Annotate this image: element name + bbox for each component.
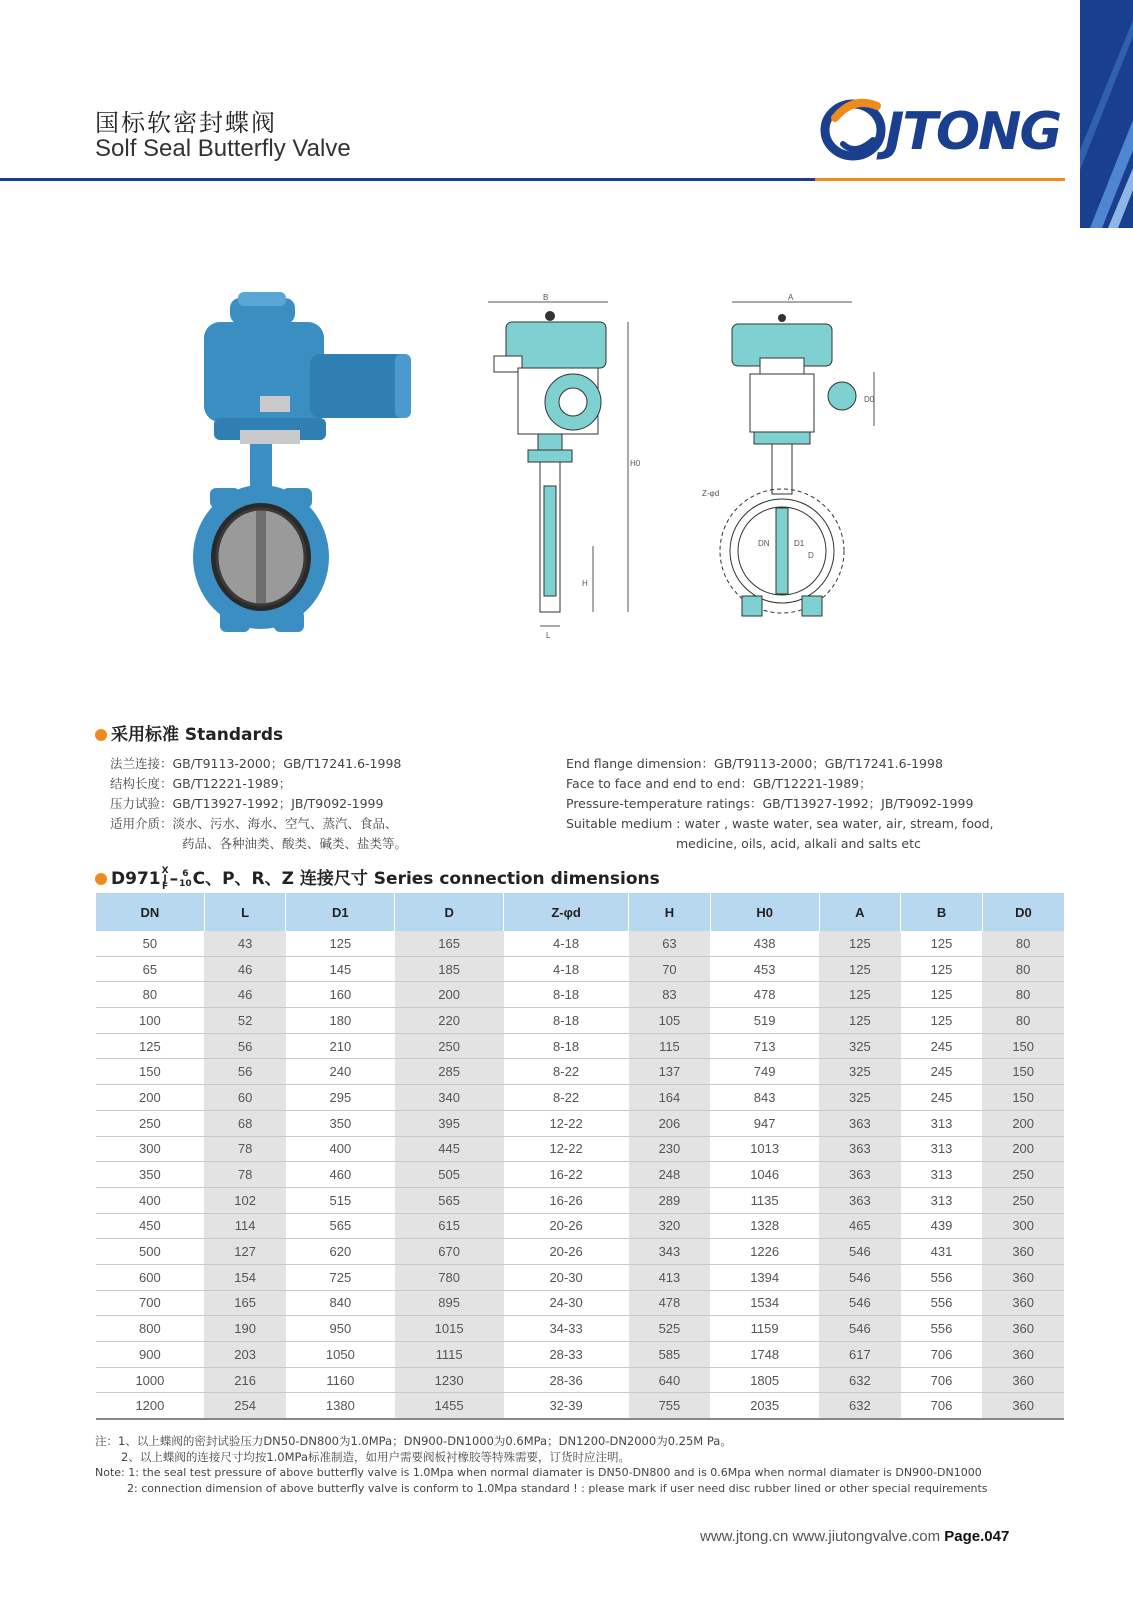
table-cell: 1226 <box>710 1239 819 1265</box>
table-cell: 154 <box>204 1264 286 1290</box>
table-cell: 230 <box>629 1136 711 1162</box>
table-cell: 325 <box>819 1033 901 1059</box>
table-cell: 200 <box>982 1136 1064 1162</box>
table-cell: 125 <box>819 982 901 1008</box>
table-row <box>96 1367 1065 1393</box>
series-dash: – <box>169 869 179 889</box>
table-cell: 65 <box>96 956 205 982</box>
table-cell: 102 <box>204 1187 286 1213</box>
table-cell: 34-33 <box>504 1316 629 1342</box>
table-cell: 250 <box>982 1187 1064 1213</box>
table-cell: 585 <box>629 1342 711 1368</box>
table-cell: 114 <box>204 1213 286 1239</box>
brand-logo <box>815 88 1065 170</box>
table-cell: 100 <box>96 1008 205 1034</box>
table-cell: 445 <box>395 1136 504 1162</box>
table-cell: 700 <box>96 1290 205 1316</box>
table-cell: 1534 <box>710 1290 819 1316</box>
bullet-dot-icon <box>95 873 107 885</box>
table-cell: 56 <box>204 1033 286 1059</box>
table-cell: 20-30 <box>504 1264 629 1290</box>
table-cell: 150 <box>982 1085 1064 1111</box>
note-cn-2: 2、以上蝶阀的连接尺寸均按1.0MPa标准制造，如用户需要阀板衬橡胶等特殊需要，订货时应注明。 <box>121 1450 630 1464</box>
table-cell: 160 <box>286 982 395 1008</box>
note-cn-1: 注：1、以上蝶阀的密封试验压力DN50-DN800为1.0MPa；DN900-DN1000为0.6MPa；DN1200-DN2000为0.25M Pa。 <box>95 1434 732 1448</box>
table-cell: 80 <box>982 1008 1064 1034</box>
table-cell: 2035 <box>710 1393 819 1419</box>
table-cell: 617 <box>819 1342 901 1368</box>
table-cell: 640 <box>629 1367 711 1393</box>
series-sup: X <box>161 866 169 876</box>
table-row <box>96 982 1065 1008</box>
table-cell: 200 <box>395 982 504 1008</box>
table-cell: 200 <box>96 1085 205 1111</box>
standard-cn-line: 药品、各种油类、酸类、碱类、盐类等。 <box>182 836 408 851</box>
table-cell: 78 <box>204 1162 286 1188</box>
table-cell: 254 <box>204 1393 286 1419</box>
corner-decoration <box>1080 0 1133 228</box>
table-row <box>96 1059 1065 1085</box>
table-cell: 360 <box>982 1342 1064 1368</box>
dim-label-dn: DN <box>758 539 770 548</box>
table-body <box>96 931 1065 1419</box>
table-cell: 313 <box>901 1136 983 1162</box>
table-cell: 125 <box>901 1008 983 1034</box>
table-cell: 1160 <box>286 1367 395 1393</box>
table-cell: 164 <box>629 1085 711 1111</box>
dim-label-z: Z-φd <box>702 489 720 498</box>
table-cell: 32-39 <box>504 1393 629 1419</box>
table-cell: 46 <box>204 982 286 1008</box>
column-header: D0 <box>982 893 1064 931</box>
valve-photo <box>190 292 430 652</box>
standard-cn-line: 结构长度：GB/T12221-1989； <box>110 776 292 791</box>
table-row <box>96 1033 1065 1059</box>
table-cell: 615 <box>395 1213 504 1239</box>
table-cell: 1394 <box>710 1264 819 1290</box>
table-cell: 245 <box>901 1059 983 1085</box>
table-cell: 248 <box>629 1162 711 1188</box>
standards-heading-cn: 采用标准 <box>111 725 179 745</box>
table-cell: 78 <box>204 1136 286 1162</box>
table-cell: 1159 <box>710 1316 819 1342</box>
column-header: D1 <box>286 893 395 931</box>
dim-label-d1: D1 <box>794 539 805 548</box>
table-cell: 80 <box>982 956 1064 982</box>
table-cell: 28-33 <box>504 1342 629 1368</box>
table-cell: 478 <box>629 1290 711 1316</box>
table-cell: 250 <box>982 1162 1064 1188</box>
dimensions-table <box>95 893 1064 1420</box>
standard-cn-line: 适用介质：淡水、污水、海水、空气、蒸汽、食品、 <box>110 816 398 831</box>
footer <box>700 1528 1009 1545</box>
table-cell: 43 <box>204 931 286 956</box>
table-cell: 556 <box>901 1264 983 1290</box>
table-cell: 125 <box>901 931 983 956</box>
table-cell: 125 <box>901 956 983 982</box>
table-row <box>96 1085 1065 1111</box>
table-row <box>96 1239 1065 1265</box>
table-cell: 125 <box>819 956 901 982</box>
header-rule-orange <box>815 178 1065 181</box>
table-cell: 800 <box>96 1316 205 1342</box>
series-heading <box>95 864 660 891</box>
table-cell: 115 <box>629 1033 711 1059</box>
series-sub: F <box>162 882 169 892</box>
table-cell: 180 <box>286 1008 395 1034</box>
series-model: D971 <box>111 869 161 889</box>
table-cell: 46 <box>204 956 286 982</box>
table-cell: 1805 <box>710 1367 819 1393</box>
column-header: Z-φd <box>504 893 629 931</box>
table-cell: 632 <box>819 1367 901 1393</box>
note-en-2: 2: connection dimension of above butterfly valve is conform to 1.0Mpa standard ! : please mark if user need disc rubber lined or other special requirements <box>127 1482 988 1495</box>
table-cell: 706 <box>901 1367 983 1393</box>
bullet-dot-icon <box>95 729 107 741</box>
table-cell: 300 <box>96 1136 205 1162</box>
dim-label-h: H <box>582 579 588 588</box>
table-cell: 250 <box>395 1033 504 1059</box>
table-cell: 216 <box>204 1367 286 1393</box>
table-cell: 313 <box>901 1187 983 1213</box>
table-cell: 565 <box>286 1213 395 1239</box>
table-cell: 295 <box>286 1085 395 1111</box>
table-cell: 519 <box>710 1008 819 1034</box>
table-cell: 438 <box>710 931 819 956</box>
dim-label-a: A <box>788 293 794 302</box>
table-cell: 360 <box>982 1290 1064 1316</box>
column-header: L <box>204 893 286 931</box>
table-cell: 16-26 <box>504 1187 629 1213</box>
table-cell: 360 <box>982 1239 1064 1265</box>
series-title-cn: C、P、R、Z 连接尺寸 <box>192 869 368 889</box>
table-cell: 8-18 <box>504 1033 629 1059</box>
table-cell: 12-22 <box>504 1136 629 1162</box>
table-cell: 556 <box>901 1316 983 1342</box>
table-row <box>96 1162 1065 1188</box>
table-cell: 947 <box>710 1110 819 1136</box>
table-cell: 150 <box>96 1059 205 1085</box>
table-cell: 900 <box>96 1342 205 1368</box>
standard-cn-line: 压力试验：GB/T13927-1992；JB/T9092-1999 <box>110 796 384 811</box>
table-cell: 350 <box>286 1110 395 1136</box>
table-cell: 350 <box>96 1162 205 1188</box>
table-cell: 210 <box>286 1033 395 1059</box>
table-cell: 1046 <box>710 1162 819 1188</box>
table-cell: 670 <box>395 1239 504 1265</box>
table-cell: 8-22 <box>504 1085 629 1111</box>
dim-label-d0: D0 <box>864 395 875 404</box>
table-cell: 1230 <box>395 1367 504 1393</box>
dim-label-b: B <box>543 293 549 302</box>
table-cell: 313 <box>901 1162 983 1188</box>
table-cell: 632 <box>819 1393 901 1419</box>
standard-en-line: Pressure-temperature ratings：GB/T13927-1992；JB/T9092-1999 <box>566 796 974 811</box>
table-cell: 28-36 <box>504 1367 629 1393</box>
side-view-drawing <box>478 293 648 641</box>
table-cell: 4-18 <box>504 956 629 982</box>
table-cell: 431 <box>901 1239 983 1265</box>
table-cell: 313 <box>901 1110 983 1136</box>
table-row <box>96 931 1065 956</box>
table-cell: 525 <box>629 1316 711 1342</box>
table-cell: 150 <box>982 1033 1064 1059</box>
table-cell: 150 <box>982 1059 1064 1085</box>
standards-heading-en: Standards <box>184 725 284 745</box>
standard-en-line: Suitable medium : water , waste water, sea water, air, stream, food, <box>566 816 994 831</box>
table-cell: 725 <box>286 1264 395 1290</box>
table-cell: 363 <box>819 1187 901 1213</box>
table-cell: 125 <box>286 931 395 956</box>
table-cell: 565 <box>395 1187 504 1213</box>
table-cell: 203 <box>204 1342 286 1368</box>
table-cell: 206 <box>629 1110 711 1136</box>
table-cell: 620 <box>286 1239 395 1265</box>
table-cell: 1050 <box>286 1342 395 1368</box>
column-header: H0 <box>710 893 819 931</box>
table-row <box>96 1316 1065 1342</box>
table-cell: 780 <box>395 1264 504 1290</box>
column-header: D <box>395 893 504 931</box>
header-rule-blue <box>0 178 815 181</box>
table-cell: 343 <box>629 1239 711 1265</box>
column-header: H <box>629 893 711 931</box>
table-cell: 285 <box>395 1059 504 1085</box>
table-cell: 165 <box>395 931 504 956</box>
table-cell: 1115 <box>395 1342 504 1368</box>
footer-websites: www.jtong.cn www.jiutongvalve.com <box>700 1528 941 1545</box>
table-cell: 289 <box>629 1187 711 1213</box>
table-row <box>96 1393 1065 1419</box>
table-cell: 190 <box>204 1316 286 1342</box>
standards-heading <box>95 720 283 745</box>
table-cell: 52 <box>204 1008 286 1034</box>
notes-block <box>95 1433 988 1497</box>
table-row <box>96 1187 1065 1213</box>
standards-cn-list <box>110 754 407 854</box>
table-cell: 240 <box>286 1059 395 1085</box>
table-cell: 50 <box>96 931 205 956</box>
table-cell: 895 <box>395 1290 504 1316</box>
standards-en-list <box>566 754 994 854</box>
table-cell: 245 <box>901 1085 983 1111</box>
table-cell: 125 <box>901 982 983 1008</box>
series-sub: J <box>163 874 167 884</box>
table-cell: 460 <box>286 1162 395 1188</box>
table-cell: 360 <box>982 1316 1064 1342</box>
table-cell: 12-22 <box>504 1110 629 1136</box>
table-cell: 713 <box>710 1033 819 1059</box>
table-cell: 185 <box>395 956 504 982</box>
dim-label-l: L <box>546 631 551 640</box>
standard-cn-line: 法兰连接：GB/T9113-2000；GB/T17241.6-1998 <box>110 756 402 771</box>
table-cell: 363 <box>819 1162 901 1188</box>
table-cell: 320 <box>629 1213 711 1239</box>
table-cell: 400 <box>286 1136 395 1162</box>
table-cell: 1135 <box>710 1187 819 1213</box>
table-cell: 4-18 <box>504 931 629 956</box>
page-number: Page.047 <box>944 1528 1010 1545</box>
table-cell: 1748 <box>710 1342 819 1368</box>
table-cell: 450 <box>96 1213 205 1239</box>
series-sup: 6 <box>182 869 189 879</box>
dim-label-d: D <box>808 551 814 560</box>
table-cell: 546 <box>819 1264 901 1290</box>
table-row <box>96 1290 1065 1316</box>
table-cell: 165 <box>204 1290 286 1316</box>
table-cell: 24-30 <box>504 1290 629 1316</box>
logo-text: JTONG <box>885 102 1061 162</box>
series-sub: 10 <box>179 879 192 889</box>
table-cell: 505 <box>395 1162 504 1188</box>
table-row <box>96 956 1065 982</box>
table-cell: 1015 <box>395 1316 504 1342</box>
table-cell: 220 <box>395 1008 504 1034</box>
column-header: A <box>819 893 901 931</box>
standard-en-line: End flange dimension：GB/T9113-2000；GB/T17241.6-1998 <box>566 756 943 771</box>
table-cell: 363 <box>819 1110 901 1136</box>
table-cell: 1000 <box>96 1367 205 1393</box>
table-cell: 250 <box>96 1110 205 1136</box>
table-cell: 1328 <box>710 1213 819 1239</box>
table-cell: 80 <box>982 982 1064 1008</box>
table-cell: 16-22 <box>504 1162 629 1188</box>
table-cell: 127 <box>204 1239 286 1265</box>
table-cell: 125 <box>819 931 901 956</box>
table-cell: 1455 <box>395 1393 504 1419</box>
table-row <box>96 1342 1065 1368</box>
table-cell: 1380 <box>286 1393 395 1419</box>
table-row <box>96 1110 1065 1136</box>
column-header: DN <box>96 893 205 931</box>
table-cell: 125 <box>96 1033 205 1059</box>
table-cell: 60 <box>204 1085 286 1111</box>
table-cell: 546 <box>819 1290 901 1316</box>
table-cell: 546 <box>819 1239 901 1265</box>
table-cell: 360 <box>982 1367 1064 1393</box>
table-cell: 395 <box>395 1110 504 1136</box>
table-cell: 325 <box>819 1059 901 1085</box>
table-cell: 706 <box>901 1393 983 1419</box>
table-header-row <box>96 893 1065 931</box>
table-cell: 749 <box>710 1059 819 1085</box>
table-cell: 125 <box>819 1008 901 1034</box>
table-cell: 56 <box>204 1059 286 1085</box>
table-cell: 300 <box>982 1213 1064 1239</box>
table-row <box>96 1264 1065 1290</box>
table-cell: 840 <box>286 1290 395 1316</box>
table-cell: 413 <box>629 1264 711 1290</box>
table-row <box>96 1008 1065 1034</box>
page-title-cn: 国标软密封蝶阀 <box>95 109 277 137</box>
table-cell: 465 <box>819 1213 901 1239</box>
table-cell: 20-26 <box>504 1213 629 1239</box>
table-cell: 20-26 <box>504 1239 629 1265</box>
table-cell: 478 <box>710 982 819 1008</box>
front-view-drawing <box>702 293 912 641</box>
table-cell: 80 <box>96 982 205 1008</box>
table-row <box>96 1213 1065 1239</box>
table-cell: 340 <box>395 1085 504 1111</box>
column-header: B <box>901 893 983 931</box>
table-cell: 105 <box>629 1008 711 1034</box>
table-cell: 363 <box>819 1136 901 1162</box>
table-cell: 1013 <box>710 1136 819 1162</box>
table-cell: 137 <box>629 1059 711 1085</box>
table-cell: 200 <box>982 1110 1064 1136</box>
standard-en-line: Face to face and end to end：GB/T12221-1989； <box>566 776 872 791</box>
table-cell: 515 <box>286 1187 395 1213</box>
table-cell: 439 <box>901 1213 983 1239</box>
table-cell: 245 <box>901 1033 983 1059</box>
table-cell: 706 <box>901 1342 983 1368</box>
table-cell: 80 <box>982 931 1064 956</box>
table-cell: 500 <box>96 1239 205 1265</box>
table-cell: 8-22 <box>504 1059 629 1085</box>
table-cell: 755 <box>629 1393 711 1419</box>
table-cell: 68 <box>204 1110 286 1136</box>
table-cell: 556 <box>901 1290 983 1316</box>
note-en-1: Note: 1: the seal test pressure of above butterfly valve is 1.0Mpa when normal diamater is DN50-DN800 and is 0.6Mpa when normal diamater is DN900-DN1000 <box>95 1466 982 1479</box>
table-cell: 453 <box>710 956 819 982</box>
table-cell: 8-18 <box>504 982 629 1008</box>
series-title-en: Series connection dimensions <box>373 869 660 889</box>
page-title-en: Solf Seal Butterfly Valve <box>95 135 351 162</box>
table-cell: 8-18 <box>504 1008 629 1034</box>
table-cell: 360 <box>982 1264 1064 1290</box>
table-cell: 83 <box>629 982 711 1008</box>
table-cell: 546 <box>819 1316 901 1342</box>
table-cell: 1200 <box>96 1393 205 1419</box>
table-row <box>96 1136 1065 1162</box>
table-cell: 360 <box>982 1393 1064 1419</box>
table-cell: 325 <box>819 1085 901 1111</box>
standard-en-line: medicine, oils, acid, alkali and salts etc <box>676 836 921 851</box>
table-cell: 70 <box>629 956 711 982</box>
table-cell: 63 <box>629 931 711 956</box>
table-cell: 600 <box>96 1264 205 1290</box>
table-cell: 950 <box>286 1316 395 1342</box>
table-cell: 400 <box>96 1187 205 1213</box>
table-cell: 843 <box>710 1085 819 1111</box>
table-cell: 145 <box>286 956 395 982</box>
dim-label-h0: H0 <box>630 459 641 468</box>
